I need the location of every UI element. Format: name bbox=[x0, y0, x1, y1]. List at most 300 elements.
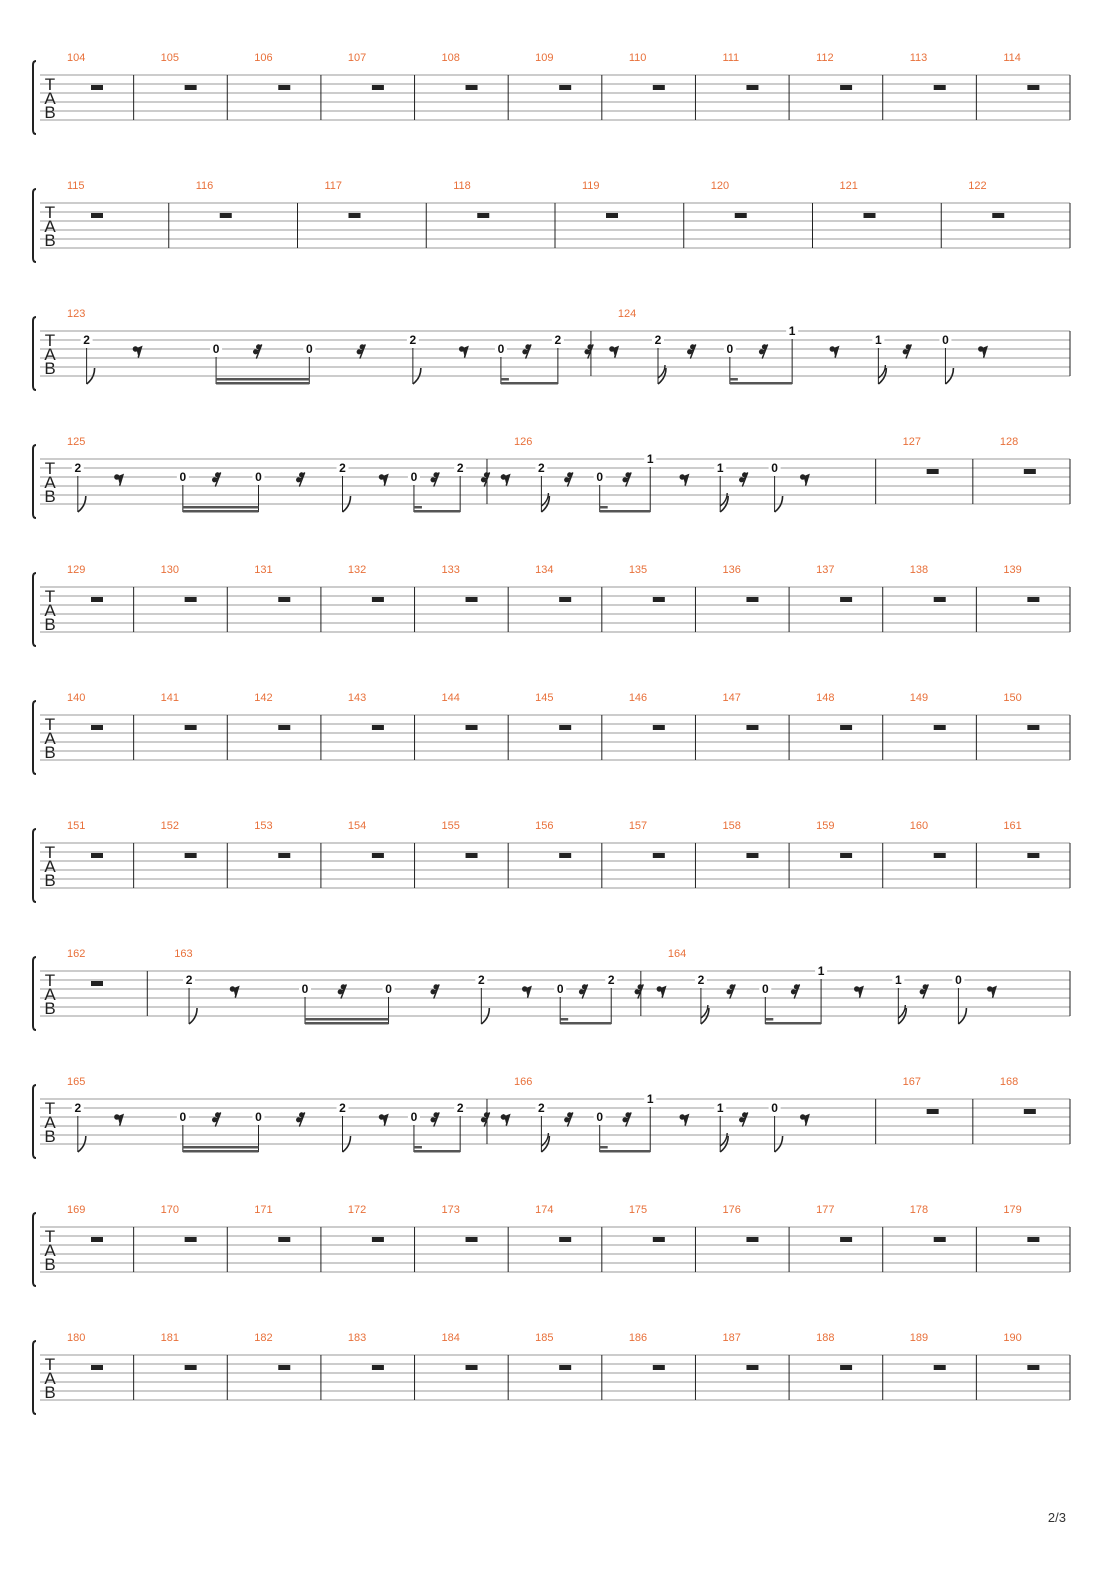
fret-number: 0 bbox=[761, 982, 769, 996]
measure-number: 120 bbox=[710, 180, 730, 192]
whole-rest-icon bbox=[349, 213, 361, 218]
measure-number: 176 bbox=[722, 1204, 741, 1216]
sixteenth-rest-icon bbox=[565, 1113, 573, 1126]
fret-number: 0 bbox=[771, 1101, 778, 1115]
whole-rest-icon bbox=[746, 1365, 758, 1370]
beam-hook bbox=[600, 1146, 608, 1149]
beam bbox=[730, 382, 792, 385]
measure-number: 138 bbox=[909, 564, 929, 576]
eighth-rest-icon bbox=[680, 1115, 688, 1125]
sixteenth-rest-icon bbox=[523, 345, 531, 358]
beam bbox=[305, 1018, 389, 1021]
sixteenth-rest-icon bbox=[727, 985, 735, 998]
whole-rest-icon bbox=[372, 853, 384, 858]
whole-rest-icon bbox=[220, 213, 232, 218]
measure-number: 109 bbox=[535, 52, 554, 64]
whole-rest-icon bbox=[840, 1237, 852, 1242]
eighth-rest-icon bbox=[610, 347, 618, 357]
whole-rest-icon bbox=[466, 597, 478, 602]
measure-number: 179 bbox=[1003, 1204, 1022, 1216]
beam bbox=[501, 382, 558, 385]
measure-number: 108 bbox=[441, 52, 460, 64]
system-bracket bbox=[33, 1085, 36, 1158]
whole-rest-icon bbox=[1027, 1365, 1039, 1370]
eighth-rest-icon bbox=[979, 347, 987, 357]
tab-clef-letter: A bbox=[44, 473, 56, 492]
measure bbox=[67, 436, 489, 513]
whole-rest-icon bbox=[840, 725, 852, 730]
whole-rest-icon bbox=[559, 1365, 571, 1370]
tab-clef-letter: A bbox=[44, 601, 56, 620]
measure-number: 170 bbox=[160, 1204, 179, 1216]
measure-number: 147 bbox=[722, 692, 741, 704]
whole-rest-icon bbox=[1027, 853, 1039, 858]
measure bbox=[501, 1076, 808, 1153]
fret-number: 2 bbox=[477, 973, 485, 987]
eighth-rest-icon bbox=[801, 475, 809, 485]
system-bracket bbox=[33, 701, 36, 774]
sixteenth-rest-icon bbox=[254, 345, 262, 358]
whole-rest-icon bbox=[559, 597, 571, 602]
measure-number: 139 bbox=[1003, 564, 1022, 576]
sixteenth-rest-icon bbox=[623, 473, 631, 486]
measure-number: 134 bbox=[535, 564, 554, 576]
whole-rest-icon bbox=[735, 213, 747, 218]
measure-number: 164 bbox=[667, 948, 687, 960]
fret-number: 0 bbox=[255, 470, 262, 484]
fret-number: 0 bbox=[212, 342, 220, 356]
fret-number: 0 bbox=[305, 342, 313, 356]
measure-number: 175 bbox=[628, 1204, 648, 1216]
whole-rest-icon bbox=[91, 1365, 103, 1370]
whole-rest-icon bbox=[372, 85, 384, 90]
fret-number: 2 bbox=[697, 973, 705, 987]
eighth-rest-icon bbox=[501, 1115, 509, 1125]
tab-clef-letter: B bbox=[44, 1255, 56, 1274]
whole-rest-icon bbox=[185, 1237, 197, 1242]
beam-hook bbox=[414, 1146, 422, 1149]
sixteenth-rest-icon bbox=[338, 985, 346, 998]
tab-system bbox=[33, 1076, 1070, 1158]
whole-rest-icon bbox=[477, 213, 489, 218]
eighth-rest-icon bbox=[855, 987, 863, 997]
whole-rest-icon bbox=[840, 853, 852, 858]
fret-number: 2 bbox=[554, 333, 562, 347]
measure-number: 131 bbox=[254, 564, 273, 576]
beam bbox=[216, 382, 309, 385]
measure bbox=[657, 948, 995, 1025]
fret-number: 1 bbox=[817, 964, 825, 978]
measure-number: 154 bbox=[347, 820, 367, 832]
whole-rest-icon bbox=[372, 597, 384, 602]
tab-clef-letter: A bbox=[44, 345, 56, 364]
tab-system bbox=[33, 692, 1070, 774]
measure-number: 121 bbox=[839, 180, 858, 192]
measure-number: 113 bbox=[909, 52, 928, 64]
measure-number: 150 bbox=[1003, 692, 1022, 704]
fret-number: 1 bbox=[646, 1092, 654, 1106]
fret-number: 2 bbox=[538, 461, 545, 475]
measure-number: 111 bbox=[722, 52, 740, 64]
beam-hook bbox=[560, 1018, 568, 1021]
beam bbox=[414, 510, 460, 513]
measure-number: 126 bbox=[513, 436, 533, 448]
system-bracket bbox=[33, 317, 36, 390]
beam-hook bbox=[730, 378, 738, 381]
tab-clef-letter: A bbox=[44, 89, 56, 108]
whole-rest-icon bbox=[746, 85, 758, 90]
system-bracket bbox=[33, 573, 36, 646]
eighth-rest-icon bbox=[988, 987, 996, 997]
measure-number: 190 bbox=[1003, 1332, 1022, 1344]
eighth-rest-icon bbox=[523, 987, 531, 997]
whole-rest-icon bbox=[1024, 1109, 1036, 1114]
eighth-rest-icon bbox=[657, 987, 665, 997]
fret-number: 0 bbox=[385, 982, 392, 996]
system-bracket bbox=[33, 829, 36, 902]
fret-number: 2 bbox=[185, 973, 193, 987]
sixteenth-rest-icon bbox=[920, 985, 928, 998]
system-bracket bbox=[33, 61, 36, 134]
measure-number: 181 bbox=[160, 1332, 179, 1344]
measure-number: 112 bbox=[816, 52, 834, 64]
system-bracket bbox=[33, 1213, 36, 1286]
whole-rest-icon bbox=[934, 1237, 946, 1242]
measure-number: 143 bbox=[347, 692, 367, 704]
beam-hook bbox=[414, 506, 422, 509]
sixteenth-rest-icon bbox=[431, 473, 439, 486]
whole-rest-icon bbox=[91, 853, 103, 858]
measure-number: 162 bbox=[67, 948, 86, 960]
measure-number: 188 bbox=[816, 1332, 835, 1344]
fret-number: 0 bbox=[179, 1110, 187, 1124]
whole-rest-icon bbox=[372, 1237, 384, 1242]
measure bbox=[67, 308, 593, 385]
measure-number: 160 bbox=[909, 820, 929, 832]
measure-number: 118 bbox=[453, 180, 471, 192]
measure-number: 127 bbox=[902, 436, 922, 448]
sixteenth-rest-icon bbox=[585, 345, 593, 358]
beam bbox=[600, 1150, 651, 1153]
whole-rest-icon bbox=[934, 725, 946, 730]
fret-number: 2 bbox=[409, 333, 417, 347]
sixteenth-rest-icon bbox=[740, 473, 748, 486]
measure-number: 182 bbox=[254, 1332, 273, 1344]
beam bbox=[216, 378, 309, 381]
whole-rest-icon bbox=[559, 1237, 571, 1242]
measure-number: 123 bbox=[67, 308, 86, 320]
fret-number: 2 bbox=[607, 973, 615, 987]
tab-clef-letter: A bbox=[44, 1241, 56, 1260]
fret-number: 0 bbox=[942, 333, 949, 347]
fret-number: 0 bbox=[771, 461, 778, 475]
tab-clef-letter: B bbox=[44, 871, 56, 890]
whole-rest-icon bbox=[934, 1365, 946, 1370]
beam bbox=[183, 1146, 259, 1149]
whole-rest-icon bbox=[278, 1237, 290, 1242]
measure-number: 141 bbox=[160, 692, 179, 704]
tab-system bbox=[33, 308, 1070, 390]
eighth-rest-icon bbox=[115, 475, 123, 485]
beam bbox=[414, 1150, 460, 1153]
whole-rest-icon bbox=[559, 85, 571, 90]
sixteenth-rest-icon bbox=[357, 345, 365, 358]
tab-clef-letter: T bbox=[44, 203, 56, 222]
whole-rest-icon bbox=[606, 213, 618, 218]
measure-number: 171 bbox=[254, 1204, 273, 1216]
whole-rest-icon bbox=[927, 1109, 939, 1114]
measure-number: 173 bbox=[441, 1204, 460, 1216]
measure-number: 146 bbox=[628, 692, 648, 704]
measure bbox=[67, 1076, 489, 1153]
fret-number: 1 bbox=[894, 973, 902, 987]
measure-number: 178 bbox=[909, 1204, 929, 1216]
measure-number: 157 bbox=[628, 820, 648, 832]
eighth-rest-icon bbox=[801, 1115, 809, 1125]
tab-clef-letter: B bbox=[44, 231, 56, 250]
measure-number: 174 bbox=[535, 1204, 554, 1216]
tab-clef-letter: B bbox=[44, 999, 56, 1018]
measure-number: 133 bbox=[441, 564, 460, 576]
fret-number: 0 bbox=[596, 470, 604, 484]
fret-number: 2 bbox=[538, 1101, 545, 1115]
fret-number: 1 bbox=[875, 333, 882, 347]
sixteenth-rest-icon bbox=[482, 473, 490, 486]
measure-number: 117 bbox=[324, 180, 343, 192]
tab-clef-letter: B bbox=[44, 487, 56, 506]
measure-number: 158 bbox=[722, 820, 741, 832]
measure-number: 152 bbox=[160, 820, 179, 832]
measure-number: 124 bbox=[617, 308, 637, 320]
whole-rest-icon bbox=[185, 597, 197, 602]
beam bbox=[183, 510, 259, 513]
tab-system bbox=[33, 1204, 1070, 1286]
whole-rest-icon bbox=[992, 213, 1004, 218]
eighth-rest-icon bbox=[380, 1115, 388, 1125]
measure-number: 185 bbox=[535, 1332, 554, 1344]
beam bbox=[183, 1150, 259, 1153]
measure-number: 116 bbox=[195, 180, 214, 192]
fret-number: 0 bbox=[497, 342, 505, 356]
measure-number: 106 bbox=[254, 52, 273, 64]
whole-rest-icon bbox=[840, 1365, 852, 1370]
measure-number: 107 bbox=[347, 52, 367, 64]
whole-rest-icon bbox=[466, 1237, 478, 1242]
measure-number: 186 bbox=[628, 1332, 648, 1344]
beam bbox=[600, 510, 651, 513]
whole-rest-icon bbox=[1027, 85, 1039, 90]
whole-rest-icon bbox=[653, 1237, 665, 1242]
whole-rest-icon bbox=[653, 853, 665, 858]
sixteenth-rest-icon bbox=[792, 985, 800, 998]
fret-number: 0 bbox=[955, 973, 962, 987]
measure-number: 142 bbox=[254, 692, 273, 704]
measure-number: 184 bbox=[441, 1332, 460, 1344]
measure-number: 177 bbox=[816, 1204, 835, 1216]
measure-number: 153 bbox=[254, 820, 273, 832]
fret-number: 0 bbox=[410, 470, 418, 484]
tab-clef-letter: T bbox=[44, 1355, 56, 1374]
beam bbox=[183, 506, 259, 509]
tab-clef-letter: B bbox=[44, 359, 56, 378]
whole-rest-icon bbox=[372, 1365, 384, 1370]
fret-number: 2 bbox=[339, 461, 346, 475]
beam bbox=[560, 1022, 611, 1025]
beam bbox=[765, 1022, 821, 1025]
whole-rest-icon bbox=[278, 85, 290, 90]
measure-number: 166 bbox=[513, 1076, 533, 1088]
measure-number: 172 bbox=[347, 1204, 367, 1216]
fret-number: 1 bbox=[716, 1101, 724, 1115]
measure-number: 159 bbox=[816, 820, 835, 832]
eighth-rest-icon bbox=[501, 475, 509, 485]
measure-number: 104 bbox=[67, 52, 86, 64]
whole-rest-icon bbox=[278, 1365, 290, 1370]
fret-number: 2 bbox=[74, 1101, 82, 1115]
whole-rest-icon bbox=[1027, 725, 1039, 730]
tab-clef-letter: B bbox=[44, 615, 56, 634]
measure-number: 165 bbox=[67, 1076, 86, 1088]
beam-hook bbox=[600, 506, 608, 509]
tab-clef-letter: T bbox=[44, 715, 56, 734]
measure-number: 114 bbox=[1003, 52, 1021, 64]
measure-number: 136 bbox=[722, 564, 741, 576]
fret-number: 0 bbox=[255, 1110, 262, 1124]
tab-clef-letter: T bbox=[44, 1099, 56, 1118]
whole-rest-icon bbox=[934, 85, 946, 90]
tab-clef-letter: A bbox=[44, 985, 56, 1004]
whole-rest-icon bbox=[559, 725, 571, 730]
whole-rest-icon bbox=[746, 853, 758, 858]
tab-clef-letter: B bbox=[44, 743, 56, 762]
tab-clef-letter: A bbox=[44, 1113, 56, 1132]
sixteenth-rest-icon bbox=[623, 1113, 631, 1126]
sixteenth-rest-icon bbox=[297, 1113, 305, 1126]
tab-system bbox=[33, 1332, 1070, 1414]
measure-number: 168 bbox=[999, 1076, 1019, 1088]
whole-rest-icon bbox=[91, 725, 103, 730]
fret-number: 0 bbox=[596, 1110, 604, 1124]
system-bracket bbox=[33, 1341, 36, 1414]
eighth-rest-icon bbox=[380, 475, 388, 485]
tab-clef-letter: T bbox=[44, 1227, 56, 1246]
measure-number: 132 bbox=[347, 564, 367, 576]
system-bracket bbox=[33, 445, 36, 518]
tab-clef-letter: B bbox=[44, 1383, 56, 1402]
whole-rest-icon bbox=[91, 1237, 103, 1242]
eighth-rest-icon bbox=[230, 987, 238, 997]
whole-rest-icon bbox=[185, 725, 197, 730]
whole-rest-icon bbox=[746, 597, 758, 602]
measure-number: 156 bbox=[535, 820, 554, 832]
eighth-rest-icon bbox=[680, 475, 688, 485]
measure-number: 180 bbox=[67, 1332, 86, 1344]
sixteenth-rest-icon bbox=[431, 985, 439, 998]
whole-rest-icon bbox=[746, 725, 758, 730]
sixteenth-rest-icon bbox=[482, 1113, 490, 1126]
tab-clef-letter: B bbox=[44, 103, 56, 122]
fret-number: 0 bbox=[301, 982, 309, 996]
whole-rest-icon bbox=[864, 213, 876, 218]
whole-rest-icon bbox=[1027, 1237, 1039, 1242]
whole-rest-icon bbox=[91, 213, 103, 218]
measure-number: 189 bbox=[909, 1332, 929, 1344]
measure-number: 155 bbox=[441, 820, 460, 832]
fret-number: 0 bbox=[726, 342, 734, 356]
tab-clef-letter: A bbox=[44, 857, 56, 876]
measure bbox=[174, 948, 643, 1025]
sixteenth-rest-icon bbox=[903, 345, 911, 358]
beam-hook bbox=[501, 378, 509, 381]
measure-number: 137 bbox=[816, 564, 835, 576]
whole-rest-icon bbox=[278, 597, 290, 602]
whole-rest-icon bbox=[278, 725, 290, 730]
sixteenth-rest-icon bbox=[760, 345, 768, 358]
tab-clef-letter: A bbox=[44, 217, 56, 236]
tab-system bbox=[33, 180, 1070, 262]
whole-rest-icon bbox=[466, 725, 478, 730]
measure-number: 183 bbox=[347, 1332, 367, 1344]
tab-system bbox=[33, 436, 1070, 518]
whole-rest-icon bbox=[653, 1365, 665, 1370]
whole-rest-icon bbox=[653, 85, 665, 90]
fret-number: 0 bbox=[556, 982, 564, 996]
whole-rest-icon bbox=[278, 853, 290, 858]
measure-number: 115 bbox=[67, 180, 85, 192]
tab-clef-letter: T bbox=[44, 75, 56, 94]
measure-number: 187 bbox=[722, 1332, 741, 1344]
whole-rest-icon bbox=[653, 725, 665, 730]
measure-number: 145 bbox=[535, 692, 554, 704]
whole-rest-icon bbox=[372, 725, 384, 730]
measure-number: 163 bbox=[174, 948, 193, 960]
whole-rest-icon bbox=[934, 853, 946, 858]
sixteenth-rest-icon bbox=[580, 985, 588, 998]
fret-number: 2 bbox=[654, 333, 662, 347]
sixteenth-rest-icon bbox=[688, 345, 696, 358]
fret-number: 1 bbox=[788, 324, 796, 338]
measure-number: 128 bbox=[999, 436, 1019, 448]
system-bracket bbox=[33, 957, 36, 1030]
fret-number: 2 bbox=[456, 1101, 464, 1115]
fret-number: 1 bbox=[716, 461, 724, 475]
tab-clef-letter: T bbox=[44, 843, 56, 862]
fret-number: 0 bbox=[179, 470, 187, 484]
sixteenth-rest-icon bbox=[635, 985, 643, 998]
measure-number: 130 bbox=[160, 564, 179, 576]
measure-number: 129 bbox=[67, 564, 86, 576]
measure-number: 135 bbox=[628, 564, 648, 576]
sixteenth-rest-icon bbox=[213, 473, 221, 486]
sixteenth-rest-icon bbox=[431, 1113, 439, 1126]
sixteenth-rest-icon bbox=[213, 1113, 221, 1126]
tab-system bbox=[33, 564, 1070, 646]
tab-clef-letter: A bbox=[44, 729, 56, 748]
tab-system bbox=[33, 52, 1070, 134]
measure-number: 140 bbox=[67, 692, 86, 704]
fret-number: 0 bbox=[410, 1110, 418, 1124]
tab-clef-letter: B bbox=[44, 1127, 56, 1146]
whole-rest-icon bbox=[466, 853, 478, 858]
whole-rest-icon bbox=[466, 85, 478, 90]
measure-number: 161 bbox=[1003, 820, 1022, 832]
whole-rest-icon bbox=[559, 853, 571, 858]
whole-rest-icon bbox=[91, 981, 103, 986]
whole-rest-icon bbox=[927, 469, 939, 474]
measure-number: 167 bbox=[902, 1076, 922, 1088]
measure-number: 148 bbox=[816, 692, 835, 704]
eighth-rest-icon bbox=[133, 347, 141, 357]
